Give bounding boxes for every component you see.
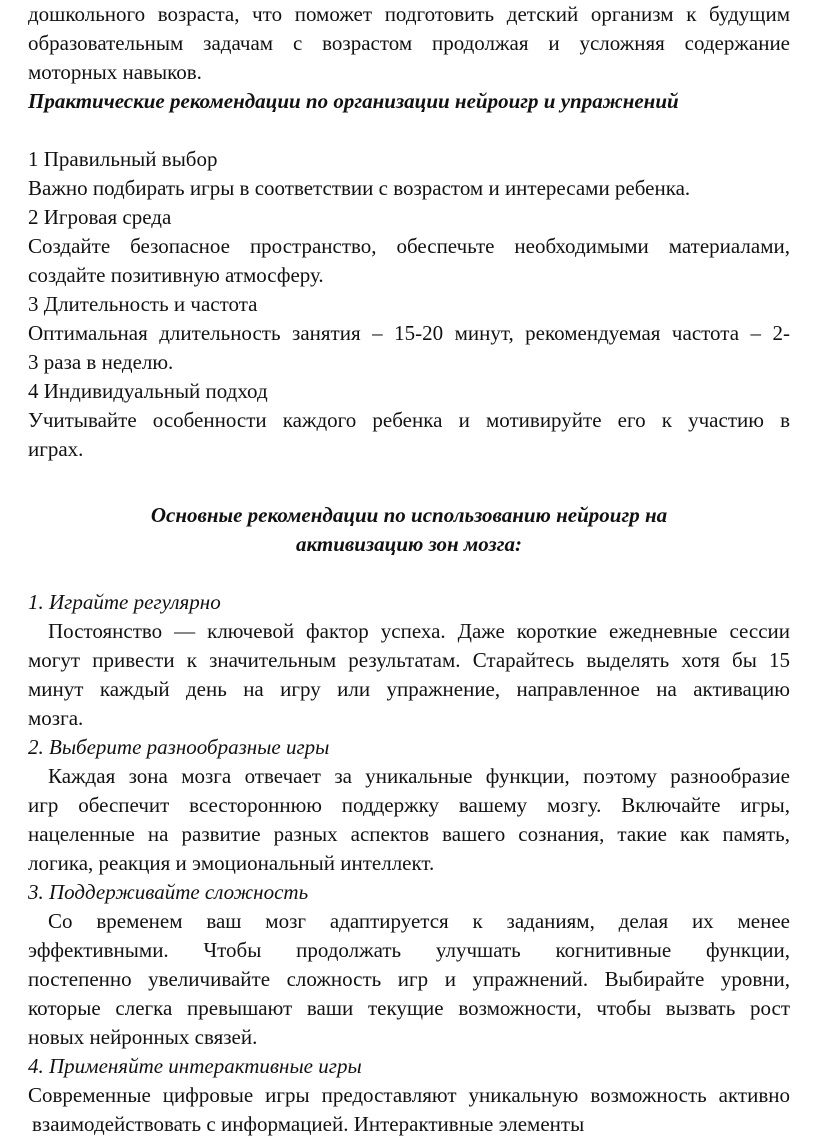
text-line: образовательным задачам с возрастом продолжая и усложняя содержание <box>28 31 790 55</box>
text-line: могут привести к значительным результатам. Старайтесь выделять хотя бы 15 <box>28 648 790 672</box>
text-line: Учитывайте особенности каждого ребенка и мотивируйте его к участию в <box>28 408 790 432</box>
section-heading: активизацию зон мозга: <box>296 532 522 556</box>
text-line: игр обеспечит всестороннюю поддержку вашему мозгу. Включайте игры, <box>28 793 790 817</box>
text-line: нацеленные на развитие разных аспектов вашего сознания, такие как память, <box>28 822 790 846</box>
text-line: моторных навыков. <box>28 60 202 84</box>
text-line: эффективными. Чтобы продолжать улучшать когнитивные функции, <box>28 938 790 962</box>
text-line: играх. <box>28 437 84 461</box>
text-line: создайте позитивную атмосферу. <box>28 263 324 287</box>
item-title: 3. Поддерживайте сложность <box>28 880 309 904</box>
text-line: логика, реакция и эмоциональный интеллект. <box>28 851 435 875</box>
text-line: Постоянство — ключевой фактор успеха. Даже короткие ежедневные сессии <box>48 619 790 643</box>
text-line: которые слегка превышают ваши текущие возможности, чтобы вызвать рост <box>28 996 790 1020</box>
text-line: 3 раза в неделю. <box>28 350 174 374</box>
text-line: мозга. <box>28 706 84 730</box>
text-line: Оптимальная длительность занятия – 15-20 минут, рекомендуемая частота – 2- <box>28 321 790 345</box>
text-line: Создайте безопасное пространство, обеспечьте необходимыми материалами, <box>28 234 790 258</box>
text-line: новых нейронных связей. <box>28 1025 258 1049</box>
text-line: Современные цифровые игры предоставляют уникальную возможность активно <box>28 1083 790 1107</box>
text-line: минут каждый день на игру или упражнение, направленное на активацию <box>28 677 790 701</box>
text-line: постепенно увеличивайте сложность игр и упражнений. Выбирайте уровни, <box>28 967 790 991</box>
item-title: 2. Выберите разнообразные игры <box>28 735 330 759</box>
item-title: 4. Применяйте интерактивные игры <box>28 1054 362 1078</box>
text-line: дошкольного возраста, что поможет подготовить детский организм к будущим <box>28 2 790 26</box>
text-line: Каждая зона мозга отвечает за уникальные функции, поэтому разнообразие <box>48 764 790 788</box>
item-title: 2 Игровая среда <box>28 205 172 229</box>
item-title: 4 Индивидуальный подход <box>28 379 268 403</box>
text-line: взаимодействовать с информацией. Интерактивные элементы <box>32 1112 585 1136</box>
item-title: 3 Длительность и частота <box>28 292 258 316</box>
section-heading: Основные рекомендации по использованию нейроигр на <box>150 503 668 527</box>
text-line: Со временем ваш мозг адаптируется к заданиям, делая их менее <box>48 909 790 933</box>
item-title: 1. Играйте регулярно <box>28 590 221 614</box>
item-title: 1 Правильный выбор <box>28 147 218 171</box>
text-line: Важно подбирать игры в соответствии с возрастом и интересами ребенка. <box>28 176 691 200</box>
document-page <box>28 0 790 1139</box>
section-heading: Практические рекомендации по организации нейроигр и упражнений <box>28 89 679 113</box>
